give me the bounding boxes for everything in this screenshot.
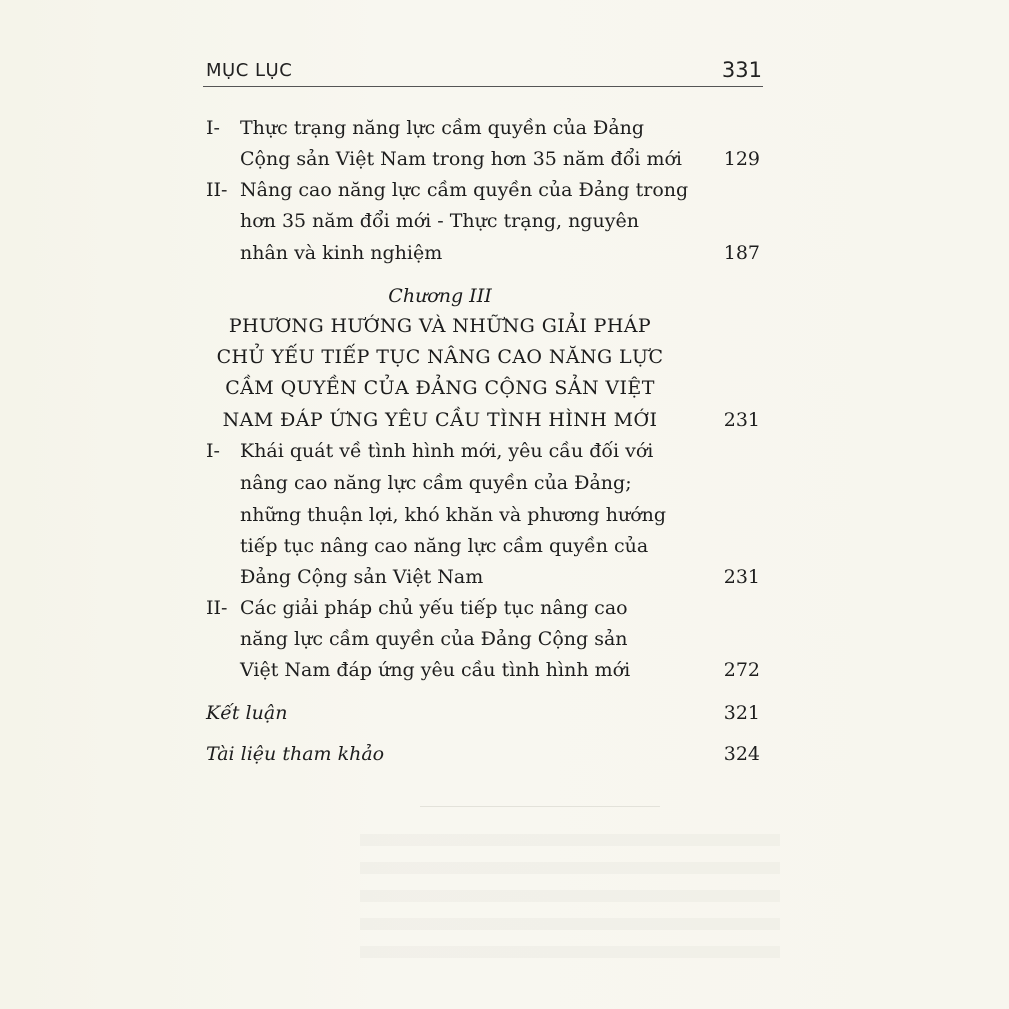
toc-entry-line: Việt Nam đáp ứng yêu cầu tình hình mới <box>240 659 631 681</box>
show-through-rule <box>420 806 660 807</box>
chapter-title-line: PHƯƠNG HƯỚNG VÀ NHỮNG GIẢI PHÁP <box>228 315 652 337</box>
toc-entry-line: Cộng sản Việt Nam trong hơn 35 năm đổi mới <box>240 148 682 170</box>
chapter-title-line: CHỦ YẾU TIẾP TỤC NÂNG CAO NĂNG LỰC <box>216 346 664 368</box>
toc-entry-line: năng lực cầm quyền của Đảng Cộng sản <box>240 628 628 650</box>
toc-entry-page: 129 <box>723 148 760 170</box>
running-header-title: MỤC LỤC <box>206 60 293 81</box>
toc-entry-line: tiếp tục nâng cao năng lực cầm quyền của <box>240 535 649 557</box>
toc-entry-line: Đảng Cộng sản Việt Nam <box>240 566 484 588</box>
toc-entry-numeral: II- <box>206 179 228 201</box>
chapter-label: Chương III <box>388 285 492 307</box>
back-matter-page: 321 <box>723 702 760 724</box>
chapter-page: 231 <box>723 409 760 431</box>
running-header-page-number: 331 <box>721 58 762 82</box>
toc-entry-page: 272 <box>723 659 760 681</box>
toc-entry-line: nhân và kinh nghiệm <box>240 242 443 264</box>
toc-entry-line: hơn 35 năm đổi mới - Thực trạng, nguyên <box>240 210 639 232</box>
back-matter-page: 324 <box>723 743 760 765</box>
toc-entry-line: Các giải pháp chủ yếu tiếp tục nâng cao <box>240 597 628 619</box>
chapter-title-line: NAM ĐÁP ỨNG YÊU CẦU TÌNH HÌNH MỚI <box>222 409 658 431</box>
show-through-texture <box>360 818 780 968</box>
toc-entry-line: những thuận lợi, khó khăn và phương hướng <box>240 504 667 526</box>
header-divider <box>203 86 763 87</box>
toc-entry-page: 231 <box>723 566 760 588</box>
toc-entry-line: Nâng cao năng lực cầm quyền của Đảng trong <box>240 179 689 201</box>
toc-entry-numeral: I- <box>206 440 220 462</box>
toc-entry-page: 187 <box>723 242 760 264</box>
toc-entry-line: Thực trạng năng lực cầm quyền của Đảng <box>240 117 645 139</box>
toc-entry-line: nâng cao năng lực cầm quyền của Đảng; <box>240 472 632 494</box>
toc-entry-line: Khái quát về tình hình mới, yêu cầu đối với <box>240 440 654 462</box>
toc-entry-numeral: I- <box>206 117 220 139</box>
back-matter-label: Kết luận <box>206 702 288 724</box>
back-matter-label: Tài liệu tham khảo <box>206 743 385 765</box>
chapter-title-line: CẦM QUYỀN CỦA ĐẢNG CỘNG SẢN VIỆT <box>225 377 655 399</box>
toc-entry-numeral: II- <box>206 597 228 619</box>
